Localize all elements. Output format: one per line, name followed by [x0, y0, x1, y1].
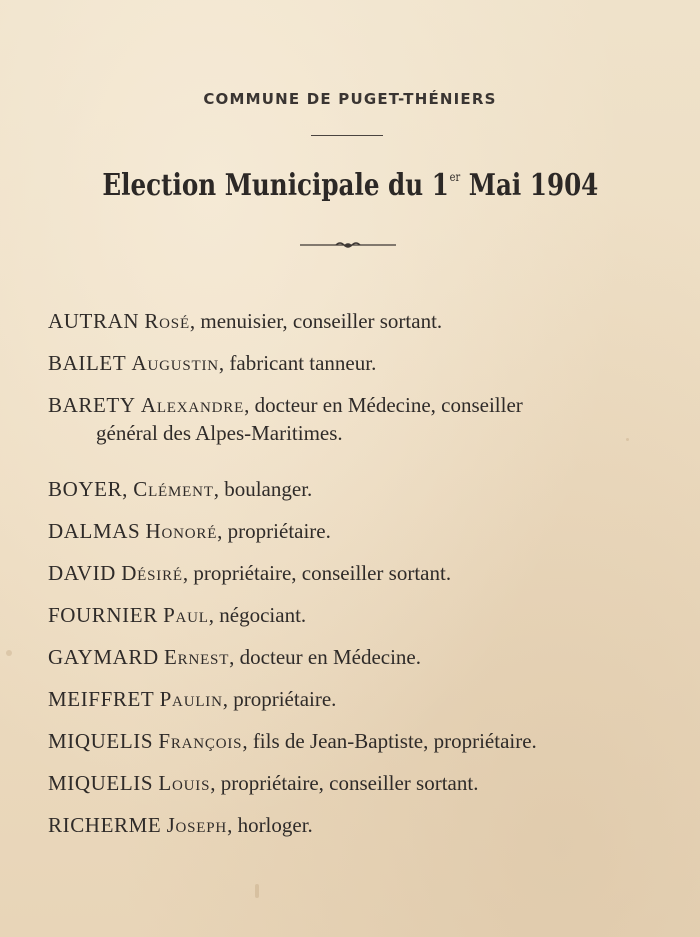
candidate-details: , propriétaire. [222, 687, 337, 711]
divider-rule [311, 135, 383, 136]
candidate-list [48, 307, 678, 853]
candidate-surname: MIQUELIS [48, 771, 154, 795]
paper-spot [255, 884, 259, 898]
candidate-given-name: Clément [133, 477, 214, 501]
candidate-entry [48, 391, 678, 475]
candidate-details: , menuisier, conseiller sortant. [189, 309, 443, 333]
candidate-entry [48, 811, 678, 853]
election-title [63, 168, 637, 203]
candidate-details: , propriétaire, conseiller sortant. [210, 771, 479, 795]
candidate-details: , docteur en Médecine, conseiller [244, 393, 523, 417]
candidate-details: , docteur en Médecine. [229, 645, 422, 669]
candidate-given-name: Paul [163, 603, 209, 627]
candidate-details: , horloger. [227, 813, 313, 837]
candidate-surname: DALMAS [48, 519, 141, 543]
candidate-surname: MEIFFRET [48, 687, 155, 711]
candidate-surname: FOURNIER [48, 603, 158, 627]
candidate-given-name: Louis [158, 771, 211, 795]
title-main: Election Municipale du 1 [102, 168, 449, 203]
candidate-entry [48, 307, 678, 349]
candidate-entry [48, 685, 678, 727]
title-superscript: er [449, 170, 461, 184]
candidate-surname: RICHERME [48, 813, 162, 837]
candidate-surname: GAYMARD [48, 645, 159, 669]
candidate-surname: AUTRAN [48, 309, 140, 333]
candidate-given-name: Désiré [121, 561, 183, 585]
title-end: Mai 1904 [460, 168, 599, 203]
candidate-entry [48, 517, 678, 559]
candidate-details: , fils de Jean-Baptiste, propriétaire. [242, 729, 537, 753]
candidate-surname: BAILET [48, 351, 127, 375]
candidate-surname: MIQUELIS [48, 729, 154, 753]
candidate-given-name: Alexandre [140, 393, 245, 417]
candidate-surname: BARETY [48, 393, 136, 417]
commune-heading: COMMUNE DE PUGET-THÉNIERS [203, 90, 497, 108]
candidate-details: , fabricant tanneur. [218, 351, 377, 375]
candidate-given-name: Joseph [166, 813, 228, 837]
candidate-details-continued: général des Alpes-Maritimes. [96, 421, 343, 445]
paper-spot [6, 650, 12, 656]
candidate-given-name: Rosé [144, 309, 190, 333]
candidate-entry [48, 349, 678, 391]
candidate-given-name: Augustin [131, 351, 219, 375]
candidate-given-name: Ernest [164, 645, 230, 669]
candidate-details: , propriétaire. [217, 519, 331, 543]
candidate-given-name: François [158, 729, 243, 753]
candidate-given-name: Honoré [145, 519, 218, 543]
candidate-given-name: Paulin [159, 687, 223, 711]
candidate-entry [48, 601, 678, 643]
candidate-details: , boulanger. [213, 477, 313, 501]
candidate-surname: DAVID [48, 561, 116, 585]
candidate-entry [48, 475, 678, 517]
candidate-entry [48, 559, 678, 601]
candidate-entry [48, 769, 678, 811]
candidate-details: , propriétaire, conseiller sortant. [182, 561, 452, 585]
candidate-details: , négociant. [208, 603, 307, 627]
candidate-entry [48, 643, 678, 685]
ornament-divider [300, 239, 396, 251]
candidate-entry [48, 727, 678, 769]
candidate-surname: BOYER, [48, 477, 129, 501]
